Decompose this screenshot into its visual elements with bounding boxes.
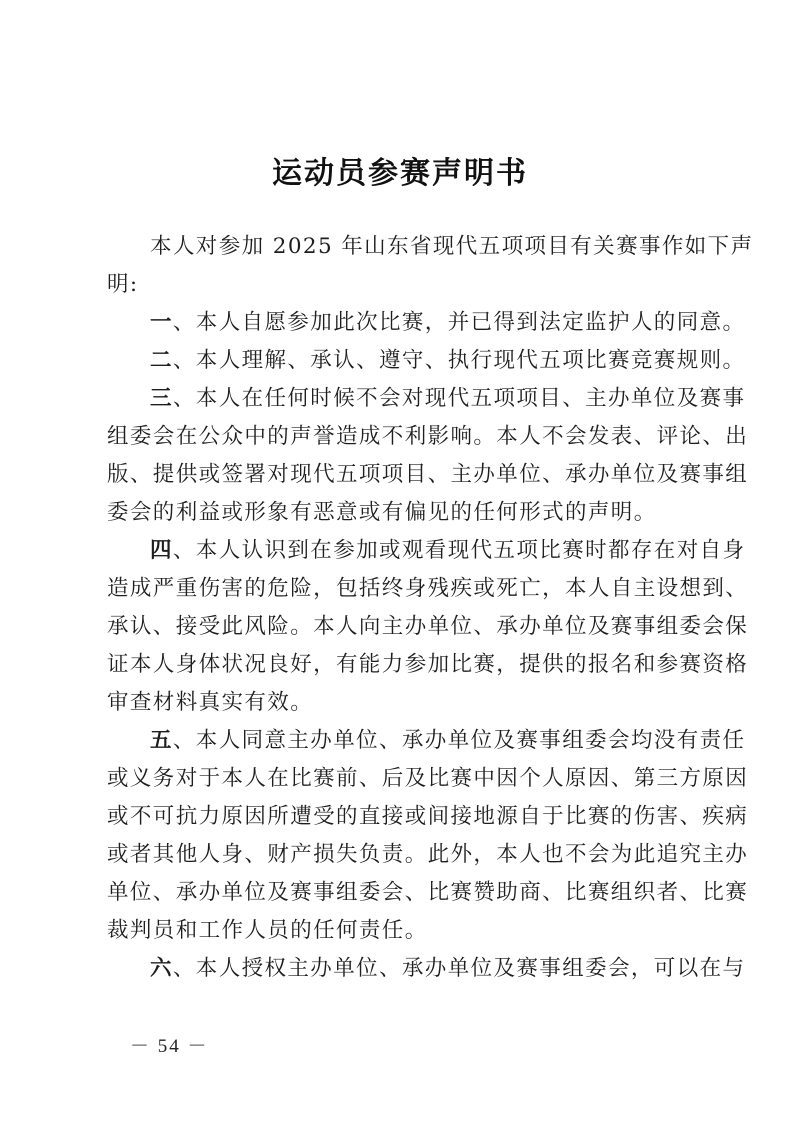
clause-number: 一 bbox=[150, 310, 173, 335]
clause-text-line: 或不可抗力原因所遭受的直接或间接地源自于比赛的伤害、疾病 bbox=[107, 804, 749, 829]
clause-text: 、本人理解、承认、遵守、执行现代五项比赛竞赛规则。 bbox=[172, 348, 746, 373]
clause-text: 、本人自愿参加此次比赛，并已得到法定监护人的同意。 bbox=[172, 310, 746, 335]
clause-text-line: 或者其他人身、财产损失负责。此外，本人也不会为此追究主办 bbox=[107, 842, 749, 867]
clause-text-line: 委会的利益或形象有恶意或有偏见的任何形式的声明。 bbox=[107, 500, 657, 525]
clause-number: 四 bbox=[150, 538, 173, 563]
clause-text-line: 造成严重伤害的危险，包括终身残疾或死亡，本人自主设想到、 bbox=[107, 576, 749, 601]
clause-text: 、本人授权主办单位、承办单位及赛事组委会，可以在与 bbox=[172, 956, 746, 981]
clause-number: 三 bbox=[150, 386, 173, 411]
intro-line: 明: bbox=[107, 272, 139, 297]
page-number: － 54 － bbox=[130, 1036, 209, 1057]
intro-line: 本人对参加 2025 年山东省现代五项项目有关赛事作如下声 bbox=[150, 234, 754, 259]
clause-text: 、本人同意主办单位、承办单位及赛事组委会均没有责任 bbox=[172, 728, 746, 753]
clause-5 bbox=[107, 722, 746, 760]
clause-2 bbox=[107, 342, 746, 380]
clause-text-line: 版、提供或签署对现代五项项目、主办单位、承办单位及赛事组 bbox=[107, 462, 749, 487]
document-title: 运动员参赛声明书 bbox=[272, 156, 528, 191]
clause-number: 六 bbox=[150, 956, 173, 981]
clause-text-line: 审查材料真实有效。 bbox=[107, 690, 314, 715]
clause-text-line: 组委会在公众中的声誉造成不利影响。本人不会发表、评论、出 bbox=[107, 424, 749, 449]
clause-1 bbox=[107, 304, 746, 342]
clause-number: 五 bbox=[150, 728, 173, 753]
clause-text: 、本人认识到在参加或观看现代五项比赛时都存在对自身 bbox=[172, 538, 746, 563]
clause-text-line: 裁判员和工作人员的任何责任。 bbox=[107, 918, 428, 943]
clause-text-line: 单位、承办单位及赛事组委会、比赛赞助商、比赛组织者、比赛 bbox=[107, 880, 749, 905]
clause-text-line: 或义务对于本人在比赛前、后及比赛中因个人原因、第三方原因 bbox=[107, 766, 749, 791]
clause-number: 二 bbox=[150, 348, 173, 373]
clause-text-line: 承认、接受此风险。本人向主办单位、承办单位及赛事组委会保 bbox=[107, 614, 749, 639]
clause-text: 、本人在任何时候不会对现代五项项目、主办单位及赛事 bbox=[172, 386, 746, 411]
clause-3 bbox=[107, 380, 746, 418]
clause-6 bbox=[107, 950, 746, 988]
clause-text-line: 证本人身体状况良好，有能力参加比赛，提供的报名和参赛资格 bbox=[107, 652, 749, 677]
clause-4 bbox=[107, 532, 746, 570]
document-body bbox=[107, 228, 754, 988]
